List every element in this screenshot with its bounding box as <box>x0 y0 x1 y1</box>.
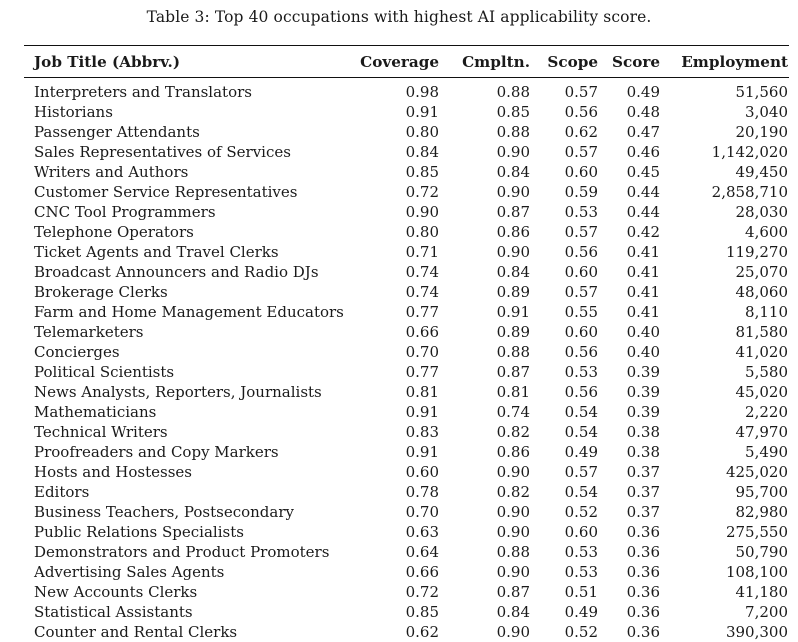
occupations-table-body <box>24 78 798 642</box>
completion-cell: 0.87 <box>496 583 530 602</box>
table-row <box>24 222 798 242</box>
coverage-cell: 0.77 <box>405 303 439 322</box>
score-cell: 0.41 <box>626 243 660 262</box>
score-cell: 0.48 <box>626 103 660 122</box>
job-title-cell: Customer Service Representatives <box>34 183 298 202</box>
score-cell: 0.40 <box>626 323 660 342</box>
coverage-cell: 0.80 <box>405 123 439 142</box>
scope-cell: 0.53 <box>564 363 598 382</box>
header-row <box>24 46 798 77</box>
completion-cell: 0.88 <box>496 83 530 102</box>
coverage-cell: 0.78 <box>405 483 439 502</box>
employment-cell: 2,220 <box>745 403 788 422</box>
employment-cell: 45,020 <box>735 383 788 402</box>
employment-cell: 275,550 <box>725 523 788 542</box>
employment-cell: 20,190 <box>735 123 788 142</box>
table-caption: Table 3: Top 40 occupations with highest AI applicability score. <box>146 8 652 26</box>
job-title-cell: Interpreters and Translators <box>34 83 252 102</box>
scope-cell: 0.49 <box>564 443 598 462</box>
employment-cell: 108,100 <box>725 563 788 582</box>
job-title-cell: Historians <box>34 103 113 122</box>
completion-cell: 0.85 <box>496 103 530 122</box>
coverage-cell: 0.60 <box>405 463 439 482</box>
scope-cell: 0.56 <box>564 383 598 402</box>
score-cell: 0.49 <box>626 83 660 102</box>
job-title-cell: Broadcast Announcers and Radio DJs <box>34 263 319 282</box>
score-cell: 0.41 <box>626 283 660 302</box>
coverage-cell: 0.90 <box>405 203 439 222</box>
table-row <box>24 482 798 502</box>
employment-cell: 41,180 <box>735 583 788 602</box>
table-row <box>24 442 798 462</box>
employment-cell: 28,030 <box>735 203 788 222</box>
score-cell: 0.37 <box>626 503 660 522</box>
scope-cell: 0.51 <box>564 583 598 602</box>
completion-cell: 0.90 <box>496 143 530 162</box>
completion-cell: 0.90 <box>496 623 530 642</box>
header-completion: Cmpltn. <box>462 52 530 71</box>
completion-cell: 0.90 <box>496 503 530 522</box>
table-body <box>24 78 798 642</box>
completion-cell: 0.74 <box>496 403 530 422</box>
job-title-cell: Sales Representatives of Services <box>34 143 291 162</box>
job-title-cell: Writers and Authors <box>34 163 189 182</box>
score-cell: 0.36 <box>626 603 660 622</box>
score-cell: 0.41 <box>626 263 660 282</box>
employment-cell: 49,450 <box>735 163 788 182</box>
coverage-cell: 0.62 <box>405 623 439 642</box>
score-cell: 0.37 <box>626 483 660 502</box>
coverage-cell: 0.66 <box>405 563 439 582</box>
scope-cell: 0.60 <box>564 523 598 542</box>
coverage-cell: 0.98 <box>405 83 439 102</box>
completion-cell: 0.88 <box>496 123 530 142</box>
score-cell: 0.46 <box>626 143 660 162</box>
employment-cell: 1,142,020 <box>711 143 788 162</box>
table-row <box>24 322 798 342</box>
employment-cell: 7,200 <box>745 603 788 622</box>
header-employment: Employment <box>681 52 788 71</box>
score-cell: 0.36 <box>626 623 660 642</box>
completion-cell: 0.90 <box>496 563 530 582</box>
job-title-cell: Demonstrators and Product Promoters <box>34 543 330 562</box>
job-title-cell: Editors <box>34 483 90 502</box>
coverage-cell: 0.77 <box>405 363 439 382</box>
coverage-cell: 0.81 <box>405 383 439 402</box>
scope-cell: 0.60 <box>564 323 598 342</box>
score-cell: 0.38 <box>626 443 660 462</box>
coverage-cell: 0.64 <box>405 543 439 562</box>
header-job-title: Job Title (Abbrv.) <box>34 52 181 71</box>
coverage-cell: 0.91 <box>405 443 439 462</box>
scope-cell: 0.53 <box>564 563 598 582</box>
score-cell: 0.41 <box>626 303 660 322</box>
coverage-cell: 0.66 <box>405 323 439 342</box>
coverage-cell: 0.85 <box>405 603 439 622</box>
scope-cell: 0.60 <box>564 163 598 182</box>
completion-cell: 0.90 <box>496 183 530 202</box>
completion-cell: 0.84 <box>496 263 530 282</box>
table-row <box>24 242 798 262</box>
score-cell: 0.36 <box>626 543 660 562</box>
completion-cell: 0.89 <box>496 323 530 342</box>
scope-cell: 0.54 <box>564 423 598 442</box>
completion-cell: 0.89 <box>496 283 530 302</box>
completion-cell: 0.86 <box>496 223 530 242</box>
employment-cell: 47,970 <box>735 423 788 442</box>
coverage-cell: 0.74 <box>405 283 439 302</box>
score-cell: 0.36 <box>626 523 660 542</box>
scope-cell: 0.57 <box>564 143 598 162</box>
employment-cell: 82,980 <box>735 503 788 522</box>
scope-cell: 0.56 <box>564 243 598 262</box>
coverage-cell: 0.80 <box>405 223 439 242</box>
completion-cell: 0.86 <box>496 443 530 462</box>
scope-cell: 0.54 <box>564 483 598 502</box>
table-row <box>24 142 798 162</box>
header-score: Score <box>611 52 660 71</box>
table-row <box>24 78 798 102</box>
table-row <box>24 262 798 282</box>
job-title-cell: Ticket Agents and Travel Clerks <box>34 243 279 262</box>
table-row <box>24 282 798 302</box>
occupations-table-container <box>24 45 789 642</box>
employment-cell: 41,020 <box>735 343 788 362</box>
completion-cell: 0.87 <box>496 203 530 222</box>
employment-cell: 425,020 <box>725 463 788 482</box>
table-row <box>24 362 798 382</box>
job-title-cell: CNC Tool Programmers <box>34 203 216 222</box>
table-row <box>24 542 798 562</box>
employment-cell: 5,490 <box>745 443 788 462</box>
table-row <box>24 302 798 322</box>
job-title-cell: Political Scientists <box>34 363 175 382</box>
scope-cell: 0.54 <box>564 403 598 422</box>
score-cell: 0.40 <box>626 343 660 362</box>
coverage-cell: 0.84 <box>405 143 439 162</box>
job-title-cell: Proofreaders and Copy Markers <box>34 443 279 462</box>
coverage-cell: 0.74 <box>405 263 439 282</box>
completion-cell: 0.87 <box>496 363 530 382</box>
job-title-cell: Brokerage Clerks <box>34 283 168 302</box>
completion-cell: 0.90 <box>496 463 530 482</box>
score-cell: 0.39 <box>626 363 660 382</box>
table-row <box>24 182 798 202</box>
coverage-cell: 0.72 <box>405 583 439 602</box>
coverage-cell: 0.85 <box>405 163 439 182</box>
table-header <box>24 46 798 77</box>
job-title-cell: New Accounts Clerks <box>34 583 198 602</box>
employment-cell: 8,110 <box>745 303 788 322</box>
score-cell: 0.39 <box>626 403 660 422</box>
coverage-cell: 0.91 <box>405 103 439 122</box>
scope-cell: 0.52 <box>564 623 598 642</box>
score-cell: 0.44 <box>626 203 660 222</box>
employment-cell: 25,070 <box>735 263 788 282</box>
employment-cell: 3,040 <box>745 103 788 122</box>
employment-cell: 4,600 <box>745 223 788 242</box>
table-row <box>24 462 798 482</box>
coverage-cell: 0.72 <box>405 183 439 202</box>
job-title-cell: Mathematicians <box>34 403 157 422</box>
scope-cell: 0.56 <box>564 343 598 362</box>
table-row <box>24 522 798 542</box>
coverage-cell: 0.63 <box>405 523 439 542</box>
coverage-cell: 0.71 <box>405 243 439 262</box>
scope-cell: 0.49 <box>564 603 598 622</box>
completion-cell: 0.84 <box>496 163 530 182</box>
score-cell: 0.39 <box>626 383 660 402</box>
scope-cell: 0.57 <box>564 283 598 302</box>
header-coverage: Coverage <box>360 52 439 71</box>
score-cell: 0.45 <box>626 163 660 182</box>
completion-cell: 0.91 <box>496 303 530 322</box>
completion-cell: 0.82 <box>496 423 530 442</box>
table-row <box>24 422 798 442</box>
scope-cell: 0.59 <box>564 183 598 202</box>
score-cell: 0.36 <box>626 563 660 582</box>
table-row <box>24 122 798 142</box>
table-row <box>24 602 798 622</box>
table-row <box>24 202 798 222</box>
job-title-cell: Public Relations Specialists <box>34 523 244 542</box>
job-title-cell: Telephone Operators <box>34 223 194 242</box>
score-cell: 0.36 <box>626 583 660 602</box>
employment-cell: 5,580 <box>745 363 788 382</box>
scope-cell: 0.57 <box>564 223 598 242</box>
employment-cell: 81,580 <box>735 323 788 342</box>
occupations-table <box>24 46 798 77</box>
completion-cell: 0.88 <box>496 343 530 362</box>
coverage-cell: 0.91 <box>405 403 439 422</box>
job-title-cell: Advertising Sales Agents <box>34 563 225 582</box>
completion-cell: 0.90 <box>496 523 530 542</box>
employment-cell: 2,858,710 <box>711 183 788 202</box>
job-title-cell: Passenger Attendants <box>34 123 200 142</box>
completion-cell: 0.90 <box>496 243 530 262</box>
table-row <box>24 162 798 182</box>
scope-cell: 0.53 <box>564 203 598 222</box>
scope-cell: 0.55 <box>564 303 598 322</box>
table-row <box>24 402 798 422</box>
scope-cell: 0.56 <box>564 103 598 122</box>
completion-cell: 0.88 <box>496 543 530 562</box>
job-title-cell: Business Teachers, Postsecondary <box>34 503 294 522</box>
score-cell: 0.44 <box>626 183 660 202</box>
scope-cell: 0.60 <box>564 263 598 282</box>
job-title-cell: Farm and Home Management Educators <box>34 303 344 322</box>
scope-cell: 0.53 <box>564 543 598 562</box>
table-row <box>24 502 798 522</box>
job-title-cell: Hosts and Hostesses <box>34 463 192 482</box>
completion-cell: 0.81 <box>496 383 530 402</box>
employment-cell: 48,060 <box>735 283 788 302</box>
score-cell: 0.47 <box>626 123 660 142</box>
coverage-cell: 0.83 <box>405 423 439 442</box>
table-row <box>24 622 798 642</box>
job-title-cell: Technical Writers <box>34 423 168 442</box>
employment-cell: 51,560 <box>735 83 788 102</box>
score-cell: 0.38 <box>626 423 660 442</box>
table-row <box>24 582 798 602</box>
scope-cell: 0.62 <box>564 123 598 142</box>
header-scope: Scope <box>547 52 598 71</box>
table-row <box>24 102 798 122</box>
score-cell: 0.42 <box>626 223 660 242</box>
scope-cell: 0.57 <box>564 463 598 482</box>
employment-cell: 390,300 <box>725 623 788 642</box>
job-title-cell: Concierges <box>34 343 120 362</box>
job-title-cell: News Analysts, Reporters, Journalists <box>34 383 322 402</box>
table-row <box>24 342 798 362</box>
employment-cell: 119,270 <box>725 243 788 262</box>
job-title-cell: Telemarketers <box>34 323 144 342</box>
employment-cell: 50,790 <box>735 543 788 562</box>
score-cell: 0.37 <box>626 463 660 482</box>
table-row <box>24 562 798 582</box>
job-title-cell: Counter and Rental Clerks <box>34 623 238 642</box>
coverage-cell: 0.70 <box>405 343 439 362</box>
coverage-cell: 0.70 <box>405 503 439 522</box>
employment-cell: 95,700 <box>735 483 788 502</box>
job-title-cell: Statistical Assistants <box>34 603 193 622</box>
completion-cell: 0.84 <box>496 603 530 622</box>
completion-cell: 0.82 <box>496 483 530 502</box>
table-row <box>24 382 798 402</box>
scope-cell: 0.57 <box>564 83 598 102</box>
scope-cell: 0.52 <box>564 503 598 522</box>
